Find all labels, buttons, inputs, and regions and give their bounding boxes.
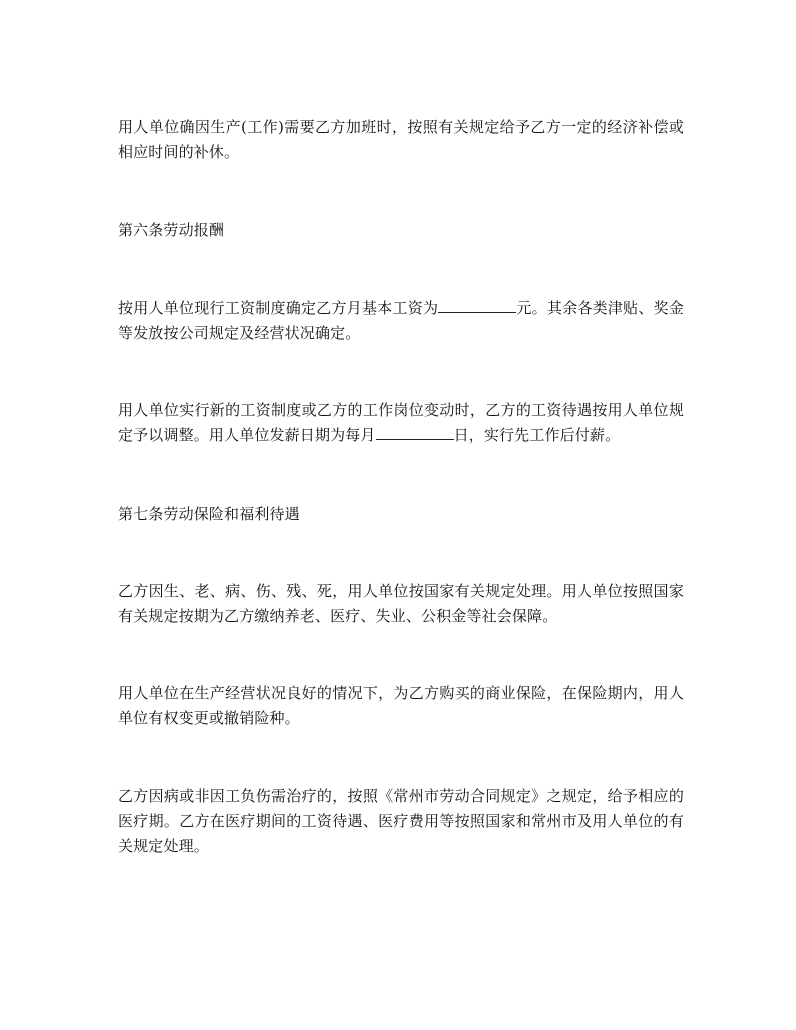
payday-blank xyxy=(376,425,454,440)
salary-paragraph xyxy=(118,296,684,346)
article-7-heading: 第七条劳动保险和福利待遇 xyxy=(118,505,300,523)
commercial-insurance-paragraph: 用人单位在生产经营状况良好的情况下，为乙方购买的商业保险，在保险期内，用人单位有权变更或撤销险种。 xyxy=(118,684,684,727)
article-6-heading: 第六条劳动报酬 xyxy=(118,221,225,239)
social-insurance-paragraph: 乙方因生、老、病、伤、残、死，用人单位按国家有关规定处理。用人单位按照国家有关规定按期为乙方缴纳养老、医疗、失业、公积金等社会保障。 xyxy=(118,582,684,625)
medical-paragraph: 乙方因病或非因工负伤需治疗的，按照《常州市劳动合同规定》之规定，给予相应的医疗期。乙方在医疗期间的工资待遇、医疗费用等按照国家和常州市及用人单位的有关规定处理。 xyxy=(118,787,684,855)
salary-amount-blank xyxy=(438,298,516,313)
overtime-paragraph: 用人单位确因生产(工作)需要乙方加班时，按照有关规定给予乙方一定的经济补偿或相应时间的补休。 xyxy=(118,118,684,161)
salary-adjustment-text-after-blank: 日，实行先工作后付薪。 xyxy=(453,426,621,444)
salary-adjustment-paragraph xyxy=(118,398,684,448)
salary-text-before-blank: 按用人单位现行工资制度确定乙方月基本工资为 xyxy=(118,299,439,317)
salary-adjustment-text-before-blank: 用人单位实行新的工资制度或乙方的工作岗位变动时，乙方的工资待遇按用人单位规定予以调整。用人单位发薪日期为每月 xyxy=(118,401,684,444)
salary-text-after-blank: 元。其余各类津贴、奖金等发放按公司规定及经营状况确定。 xyxy=(118,299,684,342)
